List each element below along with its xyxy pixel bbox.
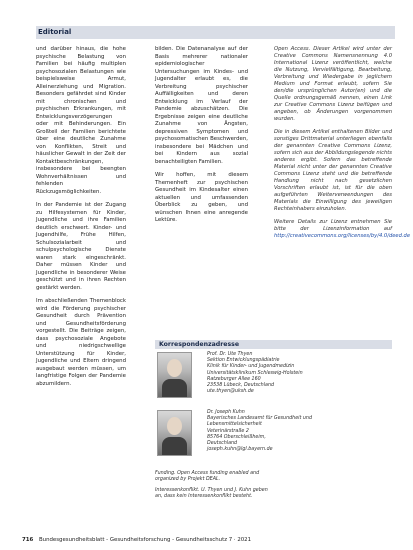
body-column-1 <box>36 46 126 394</box>
license-info: Die in diesem Artikel enthaltenen Bilder und sonstiges Drittmaterial unterliegen ebenfalls der genannten Creative Commons Lizenz, sofern sich aus der Abbildungslegende nichts anderes ergibt. Sofern das betreffende Material nicht unter der genannten Creative Commons Lizenz steht und die betreffende Handlung nicht nach gesetzlichen Vorschriften erlaubt ist, ist für die oben aufgeführten Weiterverwendungen des Materials die Einwilligung des jeweiligen Rechteinhabers einzuholen. <box>274 129 393 212</box>
license-link[interactable]: http://creativecommons.org/licenses/by/4.0/deed.de <box>274 233 411 239</box>
body-column-2 <box>155 46 248 231</box>
author-photo <box>157 410 192 456</box>
section-header-bar <box>36 26 395 39</box>
funding-note: Funding. Open Access funding enabled and organized by Projekt DEAL. <box>155 471 260 482</box>
page-number: 716 <box>22 537 34 543</box>
open-access-note: Open Access. Dieser Artikel wird unter der Creative Commons Namensnennung 4.0 International Lizenz veröffentlicht, welche die Nutzung, Vervielfältigung, Bearbeitung, Verbreitung und Wiedergabe in jeglichem Medium und Format erlaubt, sofern Sie den/die ursprünglichen Autor(en) und die Quelle ordnungsgemäß nennen, einen Link zur Creative Commons Lizenz beifügen und angeben, ob Änderungen vorgenommen wurden. <box>274 46 392 122</box>
journal-name: Bundesgesundheitsblatt - Gesundheitsforschung - Gesundheitsschutz 7 · 2021 <box>38 537 252 543</box>
license-details <box>274 219 411 240</box>
paragraph: bilden. Die Datenanalyse auf der Basis mehrerer nationaler epidemiologischer Untersuchungen im Kindes- und Jugendalter erlaubt es, die Verbreitung psychischer Auffälligkeiten und deren Entwicklung im Verlauf der Pandemie abzuschätzen. Die Ergebnisse zeigen eine deutliche Zunahme von Ängsten, depressiven Symptomen und psychosomatischen Beschwerden, insbesondere bei Mädchen und bei Kindern aus sozial benachteiligten Familien. <box>155 46 248 165</box>
author-email[interactable]: joseph.kuhn@lgl.bayern.de <box>207 447 273 453</box>
license-details-text: Weitere Details zur Lizenz entnehmen Sie bitte der Lizenzinformation auf <box>274 219 392 232</box>
license-column <box>274 46 411 246</box>
author-email[interactable]: ute.thyen@uksh.de <box>207 389 254 395</box>
paragraph: und darüber hinaus, die hohe psychische Belastung von Familien bei häufig multiplen psychosozialen Belastungen wie beispielsweise Armut, Alleinerziehung und Migration. Besonders gefährdet sind Kinder mit chronischen und psychischen Erkrankungen, mit Entwicklungsverzögerungen oder mit Behinderungen. Ein Großteil der Familien berichtete über eine deutliche Zunahme von Konflikten, Streit und häuslicher Gewalt in der Zeit der Kontaktbeschränkungen, insbesondere bei beengten Wohnverhältnissen und fehlenden Rückzugsmöglichkeiten. <box>36 46 126 195</box>
correspondence-person <box>157 352 392 404</box>
author-photo <box>157 352 192 398</box>
paragraph: In der Pandemie ist der Zugang zu Hilfesystemen für Kinder, Jugendliche und ihre Familien deutlich erschwert. Kinder- und Jugendhilfe, Frühe Hilfen, Schulsozialarbeit und schulpsychologische Dienste waren stark eingeschränkt. Daher müssen Kinder und Jugendliche in besonderer Weise geschützt und in ihren Rechten gestärkt werden. <box>36 202 126 291</box>
correspondence-heading: Korrespondenzadresse <box>155 340 392 349</box>
correspondence-person <box>157 410 392 462</box>
paragraph: Wir hoffen, mit diesem Themenheft zur psychischen Gesundheit im Kindesalter einen aktuellen und umfassenden Überblick zu geben, und wünschen Ihnen eine anregende Lektüre. <box>155 172 248 223</box>
author-address: Prof. Dr. Ute Thyen Sektion Entwicklungspädiatrie Klinik für Kinder- und Jugendmedizin Universitätsklinikum Schleswig-Holstein Ratzeburger Allee 160 23538 Lübeck, Deutschland ute.thyen@uksh.de <box>207 352 303 395</box>
page-footer <box>22 537 251 543</box>
paragraph: Im abschließenden Themenblock wird die Förderung psychischer Gesundheit durch Prävention und Gesundheitsförderung vorgestellt. Die Beiträge zeigen, dass psychosoziale Angebote und niedrigschwellige Unterstützung für Kinder, Jugendliche und Eltern dringend ausgebaut werden müssen, um langfristige Folgen der Pandemie abzumildern. <box>36 298 126 387</box>
interest-conflict-note: Interessenkonflikt. U. Thyen und J. Kuhn geben an, dass kein Interessenkonflikt besteht. <box>155 488 268 499</box>
section-tag: Editorial <box>38 28 72 36</box>
author-address: Dr. Joseph Kuhn Bayerisches Landesamt für Gesundheit und Lebensmittelsicherheit Veterinärstraße 2 85764 Oberschleißheim, Deutschland joseph.kuhn@lgl.bayern.de <box>207 410 313 453</box>
